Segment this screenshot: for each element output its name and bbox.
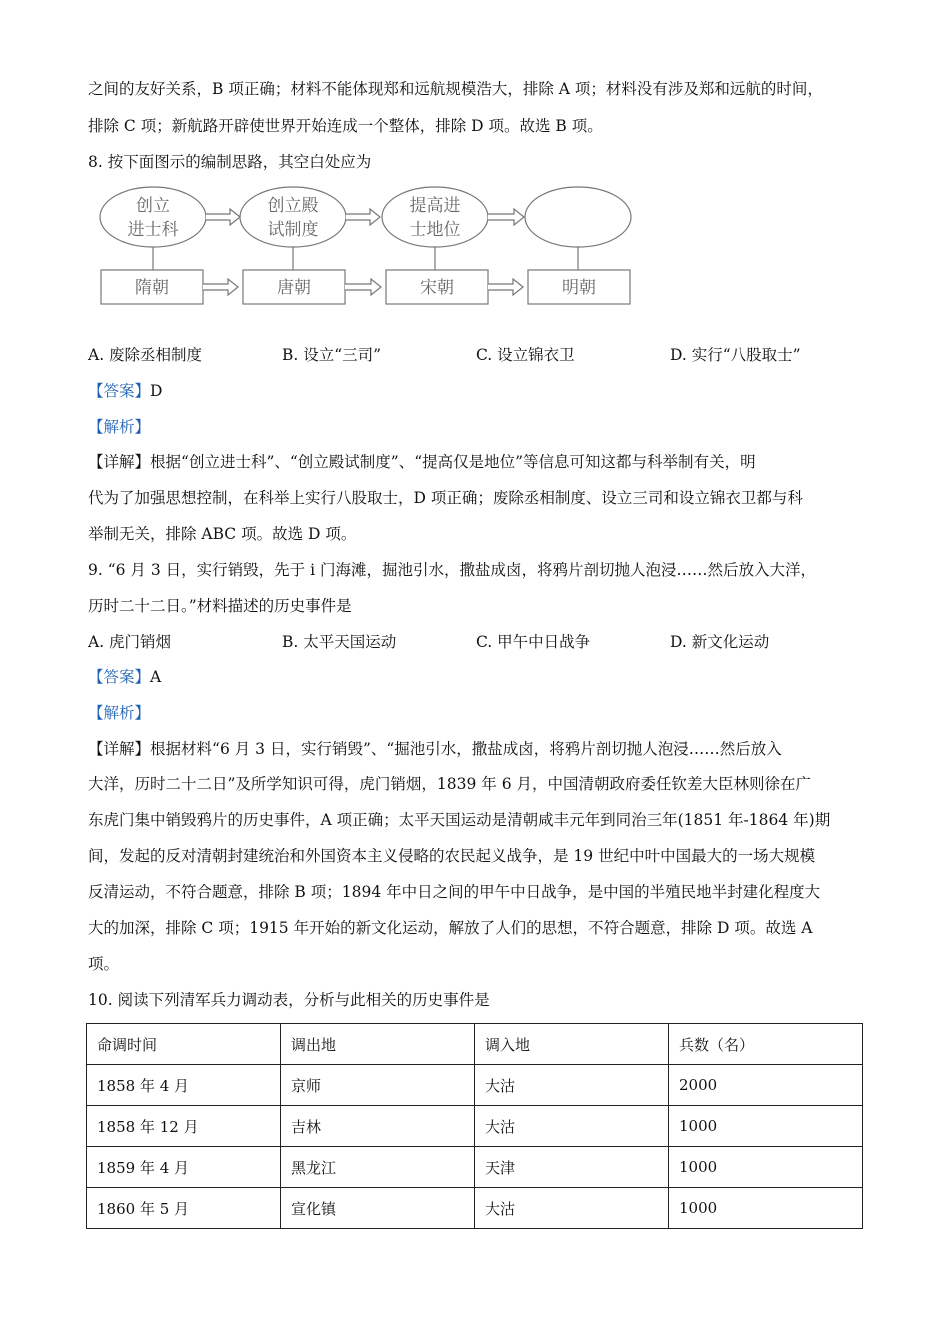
- cell-from: 京师: [281, 1065, 475, 1106]
- q9-detail-line-1: [88, 737, 782, 759]
- oval-4: [525, 187, 631, 247]
- q9-detail-line-4: 间，发起的反对清朝封建统治和外国资本主义侵略的农民起义战争，是 19 世纪中叶中国最大的一场大规模: [88, 847, 816, 865]
- q8-option-b: B. 设立“三司”: [282, 346, 382, 364]
- q8-option-a: A. 废除丞相制度: [88, 346, 203, 364]
- q9-detail-line-5: 反清运动，不符合题意，排除 B 项；1894 年中日之间的甲午中日战争，是中国的半殖民地半封建化程度大: [88, 883, 821, 901]
- cell-time: 1859 年 4 月: [87, 1147, 281, 1188]
- q9-option-a: A. 虎门销烟: [88, 633, 172, 651]
- arrow-oval-3: [488, 209, 524, 225]
- cell-to: 大沽: [475, 1188, 669, 1229]
- q9-detail-line-7: 项。: [88, 955, 120, 973]
- arrow-oval-2: [346, 209, 380, 225]
- cell-from: 黑龙江: [281, 1147, 475, 1188]
- oval-1-line-1: 创立: [136, 196, 170, 216]
- arrow-oval-1: [206, 209, 240, 225]
- q9-option-d: D. 新文化运动: [670, 633, 770, 651]
- table-row: [87, 1188, 863, 1229]
- q8-detail-tag: 【详解】: [88, 453, 151, 471]
- q9-option-c: C. 甲午中日战争: [476, 633, 591, 651]
- q9-option-b: B. 太平天国运动: [282, 633, 397, 651]
- q8-analysis-tag: 【解析】: [88, 418, 151, 436]
- cell-count: 1000: [669, 1188, 863, 1229]
- oval-1-line-2: 进士科: [127, 220, 179, 240]
- intro-line-2: 排除 C 项；新航路开辟使世界开始连成一个整体，排除 D 项。故选 B 项。: [88, 117, 603, 135]
- oval-3-line-1: 提高进: [409, 196, 461, 216]
- oval-2-line-1: 创立殿: [267, 196, 319, 216]
- q8-option-c: C. 设立锦衣卫: [476, 346, 575, 364]
- q8-stem: 8. 按下面图示的编制思路，其空白处应为: [88, 153, 372, 171]
- box-1-label: 隋朝: [135, 278, 169, 298]
- cell-to: 大沽: [475, 1065, 669, 1106]
- box-2-label: 唐朝: [277, 278, 311, 298]
- q9-detail-line-3: 东虎门集中销毁鸦片的历史事件，A 项正确；太平天国运动是清朝咸丰元年到同治三年(1851 年-1864 年)期: [88, 811, 831, 829]
- arrow-box-2: [345, 279, 381, 295]
- q8-answer: [88, 379, 162, 401]
- cell-to: 大沽: [475, 1106, 669, 1147]
- q9-detail-line-2: 大洋，历时二十二日”及所学知识可得，虎门销烟，1839 年 6 月，中国清朝政府委任钦差大臣林则徐在广: [88, 775, 812, 793]
- header-count: 兵数（名）: [669, 1024, 863, 1065]
- cell-time: 1858 年 12 月: [87, 1106, 281, 1147]
- q8-detail-line-2: 代为了加强思想控制，在科举上实行八股取士，D 项正确；废除丞相制度、设立三司和设立锦衣卫都与科: [88, 489, 803, 507]
- arrow-box-1: [203, 279, 238, 295]
- cell-count: 1000: [669, 1147, 863, 1188]
- q9-detail-tag: 【详解】: [88, 740, 151, 758]
- q8-detail-line-1: [88, 450, 756, 472]
- table-header-row: [87, 1024, 863, 1065]
- cell-time: 1860 年 5 月: [87, 1188, 281, 1229]
- q8-answer-tag: 【答案】: [88, 382, 151, 400]
- q9-detail-text-1: 根据材料“6 月 3 日，实行销毁”、“掘池引水，撒盐成卤，将鸦片剖切抛人泡浸……然后放入: [150, 740, 782, 758]
- q8-option-d: D. 实行“八股取士”: [670, 346, 801, 364]
- q9-answer-value: A: [150, 668, 162, 686]
- cell-time: 1858 年 4 月: [87, 1065, 281, 1106]
- header-time: 命调时间: [87, 1024, 281, 1065]
- header-from: 调出地: [281, 1024, 475, 1065]
- box-4-label: 明朝: [562, 278, 596, 298]
- q8-flow-diagram: [98, 183, 638, 308]
- intro-line-1: 之间的友好关系，B 项正确；材料不能体现郑和远航规模浩大，排除 A 项；材料没有涉及郑和远航的时间，: [88, 80, 823, 98]
- header-to: 调入地: [475, 1024, 669, 1065]
- q9-answer: [88, 665, 161, 687]
- cell-count: 1000: [669, 1106, 863, 1147]
- table-row: [87, 1106, 863, 1147]
- q9-analysis-tag: 【解析】: [88, 704, 151, 722]
- q8-answer-value: D: [150, 382, 163, 400]
- table-row: [87, 1065, 863, 1106]
- q9-stem-line-2: 历时二十二日。”材料描述的历史事件是: [88, 597, 352, 615]
- arrow-box-3: [488, 279, 523, 295]
- oval-3-line-2: 士地位: [409, 220, 461, 240]
- q9-detail-line-6: 大的加深，排除 C 项；1915 年开始的新文化运动，解放了人们的思想，不符合题意，排除 D 项。故选 A: [88, 919, 813, 937]
- q8-detail-text-1: 根据“创立进士科”、“创立殿试制度”、“提高仅是地位”等信息可知这都与科举制有关，明: [150, 453, 756, 471]
- troop-deployment-table: [86, 1023, 863, 1229]
- q9-stem-line-1: 9. “6 月 3 日，实行销毁，先于 i 门海滩，掘池引水，撒盐成卤，将鸦片剖切抛人泡浸……然后放入大洋，: [88, 561, 816, 579]
- oval-2-line-2: 试制度: [267, 220, 319, 240]
- box-3-label: 宋朝: [420, 278, 454, 298]
- cell-from: 吉林: [281, 1106, 475, 1147]
- q9-answer-tag: 【答案】: [88, 668, 151, 686]
- cell-count: 2000: [669, 1065, 863, 1106]
- cell-to: 天津: [475, 1147, 669, 1188]
- cell-from: 宣化镇: [281, 1188, 475, 1229]
- q8-detail-line-3: 举制无关，排除 ABC 项。故选 D 项。: [88, 525, 357, 543]
- table-row: [87, 1147, 863, 1188]
- q10-stem: 10. 阅读下列清军兵力调动表，分析与此相关的历史事件是: [88, 991, 490, 1009]
